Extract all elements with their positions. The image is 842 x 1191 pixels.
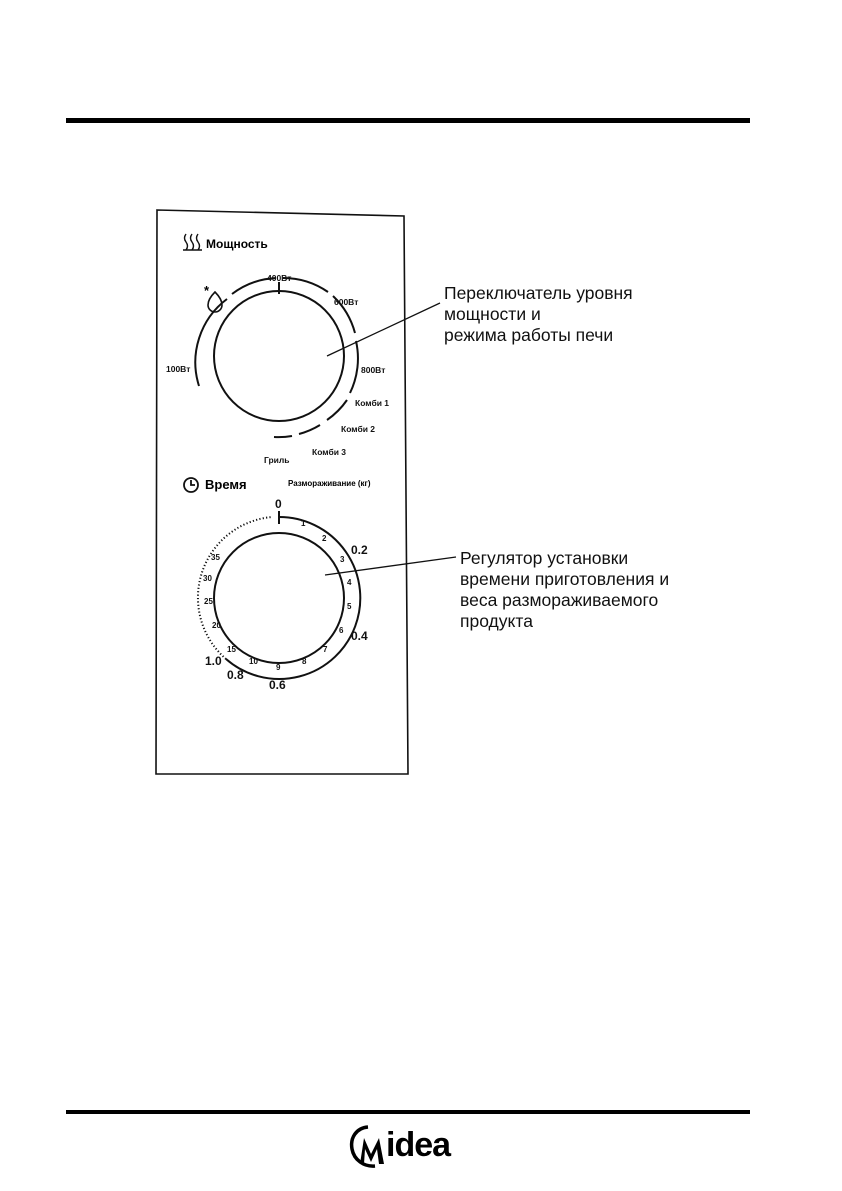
power-mark-400: 400Вт: [267, 273, 292, 283]
power-mark-600: 600Вт: [334, 297, 359, 307]
time-heading: Время: [205, 477, 247, 492]
time-mark-35: 35: [211, 553, 220, 562]
control-panel-drawing: [152, 208, 410, 784]
time-mark-9: 9: [276, 663, 281, 672]
power-mark-800: 800Вт: [361, 365, 386, 375]
time-mark-1: 1: [301, 519, 306, 528]
time-regulator-callout: [460, 548, 669, 632]
clock-icon: [184, 478, 198, 492]
time-mark-7: 7: [323, 645, 328, 654]
time-mark-20: 20: [212, 621, 221, 630]
power-mark-combi3: Комби 3: [312, 447, 347, 457]
power-leader-line: [327, 303, 440, 356]
power-knob[interactable]: [214, 291, 344, 421]
time-mark-30: 30: [203, 574, 212, 583]
weight-mark-1-0: 1.0: [205, 654, 222, 668]
time-mark-15: 15: [227, 645, 236, 654]
time-mark-2: 2: [322, 534, 327, 543]
power-heading: Мощность: [206, 237, 268, 251]
weight-mark-0-4: 0.4: [351, 629, 368, 643]
weight-mark-0-8: 0.8: [227, 668, 244, 682]
power-mark-100: 100Вт: [166, 364, 191, 374]
time-scale: [198, 511, 360, 679]
time-mark-10: 10: [249, 657, 258, 666]
bottom-rule: [66, 1110, 750, 1114]
time-leader-line: [325, 557, 456, 575]
time-mark-8: 8: [302, 657, 307, 666]
time-mark-6: 6: [339, 626, 344, 635]
power-mark-combi2: Комби 2: [341, 424, 376, 434]
time-callout-line-4: продукта: [460, 611, 533, 631]
midea-logo: [348, 1120, 488, 1172]
power-callout-line-2: мощности и: [444, 304, 541, 324]
time-mark-3: 3: [340, 555, 345, 564]
control-panel-illustration: [152, 208, 410, 784]
leader-lines: [325, 303, 456, 575]
heat-waves-icon: [183, 234, 202, 250]
time-mark-0: 0: [275, 497, 282, 511]
weight-mark-0-6: 0.6: [269, 678, 286, 692]
defrost-asterisk: *: [204, 283, 210, 298]
time-callout-line-1: Регулятор установки: [460, 548, 629, 568]
weight-mark-0-2: 0.2: [351, 543, 368, 557]
time-knob[interactable]: [214, 533, 344, 663]
logo-wordmark: idea: [386, 1126, 451, 1164]
time-mark-5: 5: [347, 602, 352, 611]
time-mark-25: 25: [204, 597, 213, 606]
power-mark-combi1: Комби 1: [355, 398, 390, 408]
time-callout-line-3: веса размораживаемого: [460, 590, 659, 610]
power-mark-grill: Гриль: [264, 455, 290, 465]
time-callout-line-2: времени приготовления и: [460, 569, 670, 589]
time-mark-4: 4: [347, 578, 352, 587]
top-rule: [66, 118, 750, 123]
power-callout-line-3: режима работы печи: [444, 325, 614, 345]
power-callout-line-1: Переключатель уровня: [444, 283, 633, 303]
defrost-weight-heading: Размораживание (кг): [288, 479, 371, 488]
power-selector-callout: [444, 283, 633, 346]
